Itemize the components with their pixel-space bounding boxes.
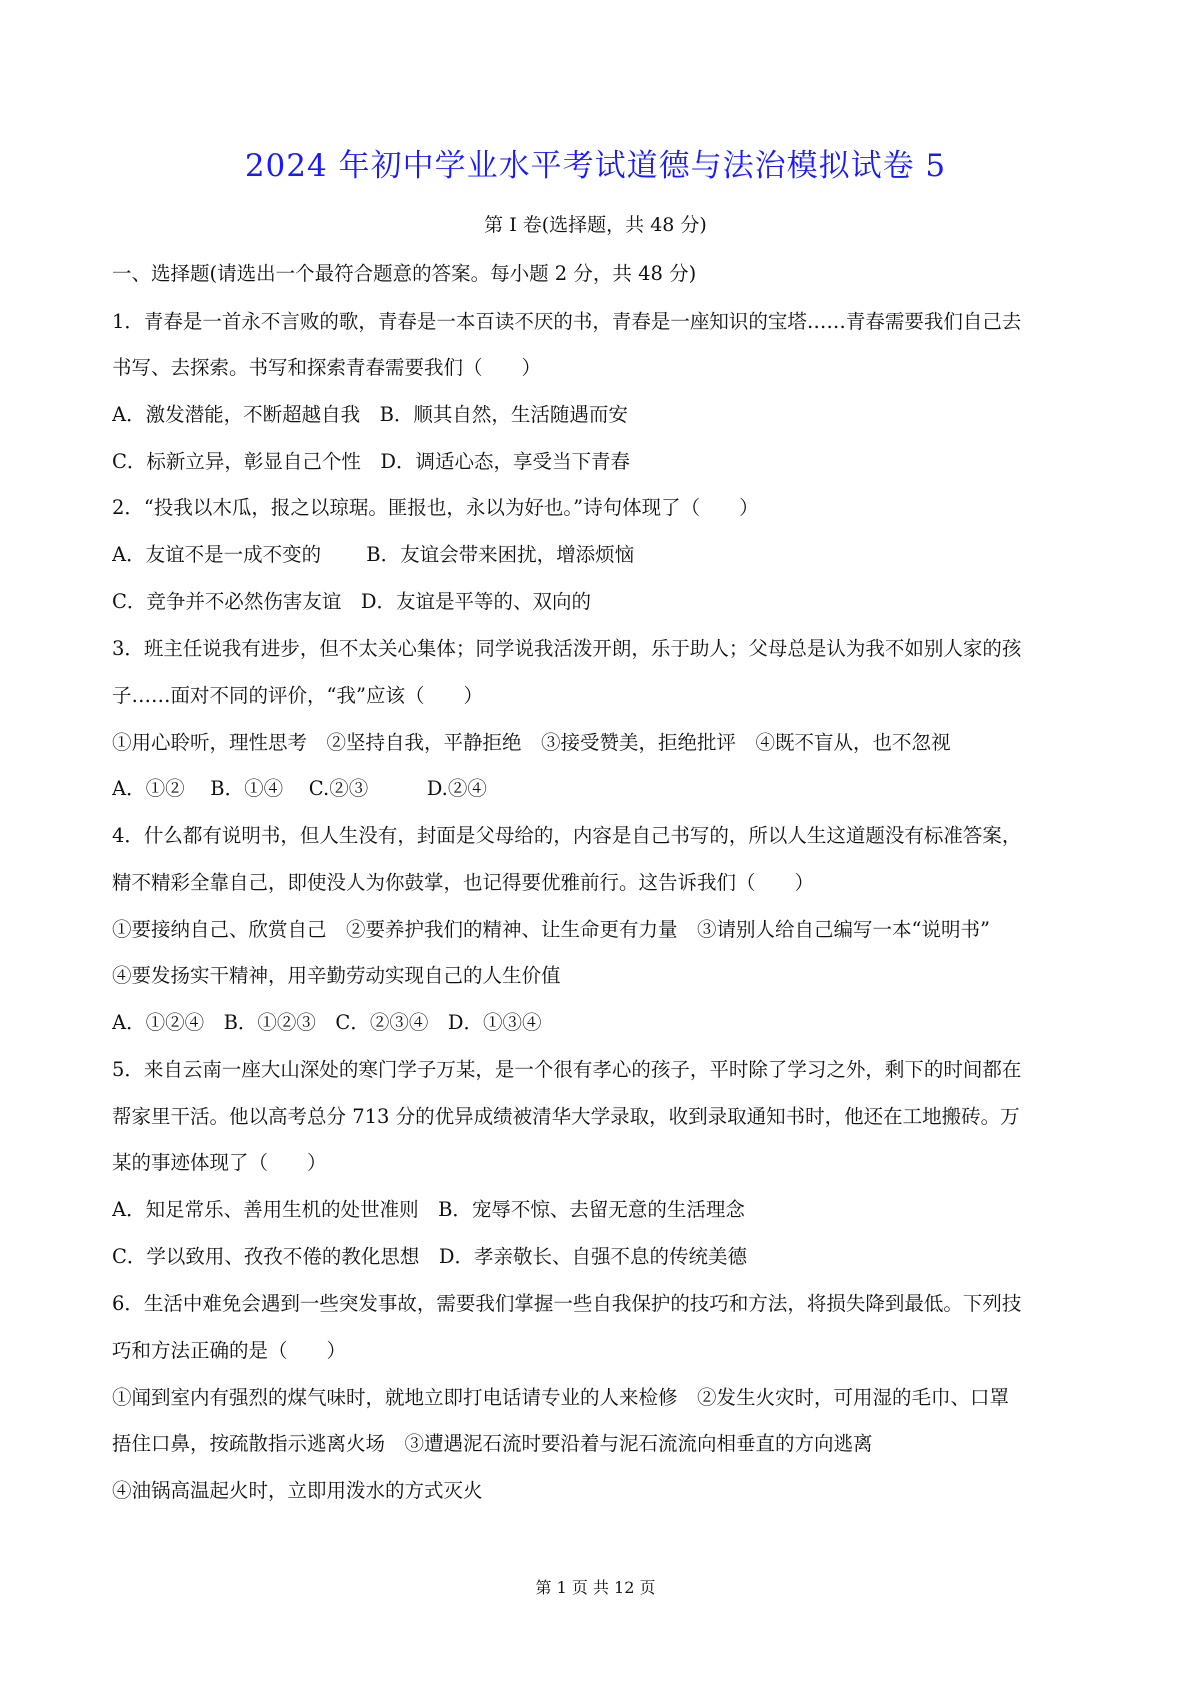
page-title: 2024 年初中学业水平考试道德与法治模拟试卷 5 (244, 148, 947, 184)
option-line: A．友谊不是一成不变的 B．友谊会带来困扰，增添烦恼 (112, 543, 635, 566)
statement-line: ①闻到室内有强烈的煤气味时，就地立即打电话请专业的人来检修 ②发生火灾时，可用湿的毛巾、口罩 (112, 1386, 1010, 1409)
statement-line: ④要发扬实干精神，用辛勤劳动实现自己的人生价值 (112, 964, 561, 987)
option-line: A．激发潜能，不断超越自我 B．顺其自然，生活随遇而安 (112, 403, 628, 426)
instruction-line: 一、选择题(请选出一个最符合题意的答案。每小题 2 分，共 48 分) (112, 262, 697, 285)
option-line: C．学以致用、孜孜不倦的教化思想 D．孝亲敬长、自强不息的传统美德 (112, 1245, 748, 1268)
option-line: A．①②④ B．①②③ C．②③④ D．①③④ (112, 1011, 542, 1034)
statement-line: ①要接纳自己、欣赏自己 ②要养护我们的精神、让生命更有力量 ③请别人给自己编写一本“说明书” (112, 918, 990, 941)
question-line: 4．什么都有说明书，但人生没有，封面是父母给的，内容是自己书写的，所以人生这道题没有标准答案， (112, 824, 1022, 847)
question-line: 帮家里干活。他以高考总分 713 分的优异成绩被清华大学录取，收到录取通知书时，他还在工地搬砖。万 (112, 1105, 1020, 1128)
question-line: 某的事迹体现了（ ） (112, 1151, 327, 1174)
option-line: A．知足常乐、善用生机的处世准则 B．宠辱不惊、去留无意的生活理念 (112, 1198, 745, 1221)
option-line: A．①② B．①④ C.②③ D.②④ (112, 777, 487, 800)
statement-line: ④油锅高温起火时，立即用泼水的方式灭火 (112, 1479, 483, 1502)
question-line: 3．班主任说我有进步，但不太关心集体；同学说我活泼开朗，乐于助人；父母总是认为我不如别人家的孩 (112, 637, 1022, 660)
question-line: 书写、去探索。书写和探索青春需要我们（ ） (112, 356, 542, 379)
option-line: C．竞争并不必然伤害友谊 D．友谊是平等的、双向的 (112, 590, 592, 613)
question-line: 6．生活中难免会遇到一些突发事故，需要我们掌握一些自我保护的技巧和方法，将损失降到最低。下列技 (112, 1292, 1022, 1315)
statement-line: ①用心聆听，理性思考 ②坚持自我，平静拒绝 ③接受赞美，拒绝批评 ④既不盲从，也不忽视 (112, 731, 951, 754)
question-line: 精不精彩全靠自己，即使没人为你鼓掌，也记得要优雅前行。这告诉我们（ ） (112, 871, 815, 894)
question-line: 2．“投我以木瓜，报之以琼琚。匪报也，永以为好也。”诗句体现了（ ） (112, 496, 759, 519)
statement-line: 捂住口鼻，按疏散指示逃离火场 ③遭遇泥石流时要沿着与泥石流流向相垂直的方向逃离 (112, 1432, 873, 1455)
page-footer: 第 1 页 共 12 页 (535, 1578, 656, 1597)
question-line: 子……面对不同的评价，“我”应该（ ） (112, 684, 483, 707)
option-line: C．标新立异，彰显自己个性 D．调适心态，享受当下青春 (112, 450, 631, 473)
question-line: 1．青春是一首永不言败的歌，青春是一本百读不厌的书，青春是一座知识的宝塔……青春需要我们自己去 (112, 310, 1022, 333)
question-line: 巧和方法正确的是（ ） (112, 1339, 347, 1362)
question-line: 5．来自云南一座大山深处的寒门学子万某，是一个很有孝心的孩子，平时除了学习之外，剩下的时间都在 (112, 1058, 1022, 1081)
section-heading: 第 I 卷(选择题，共 48 分) (484, 214, 707, 236)
